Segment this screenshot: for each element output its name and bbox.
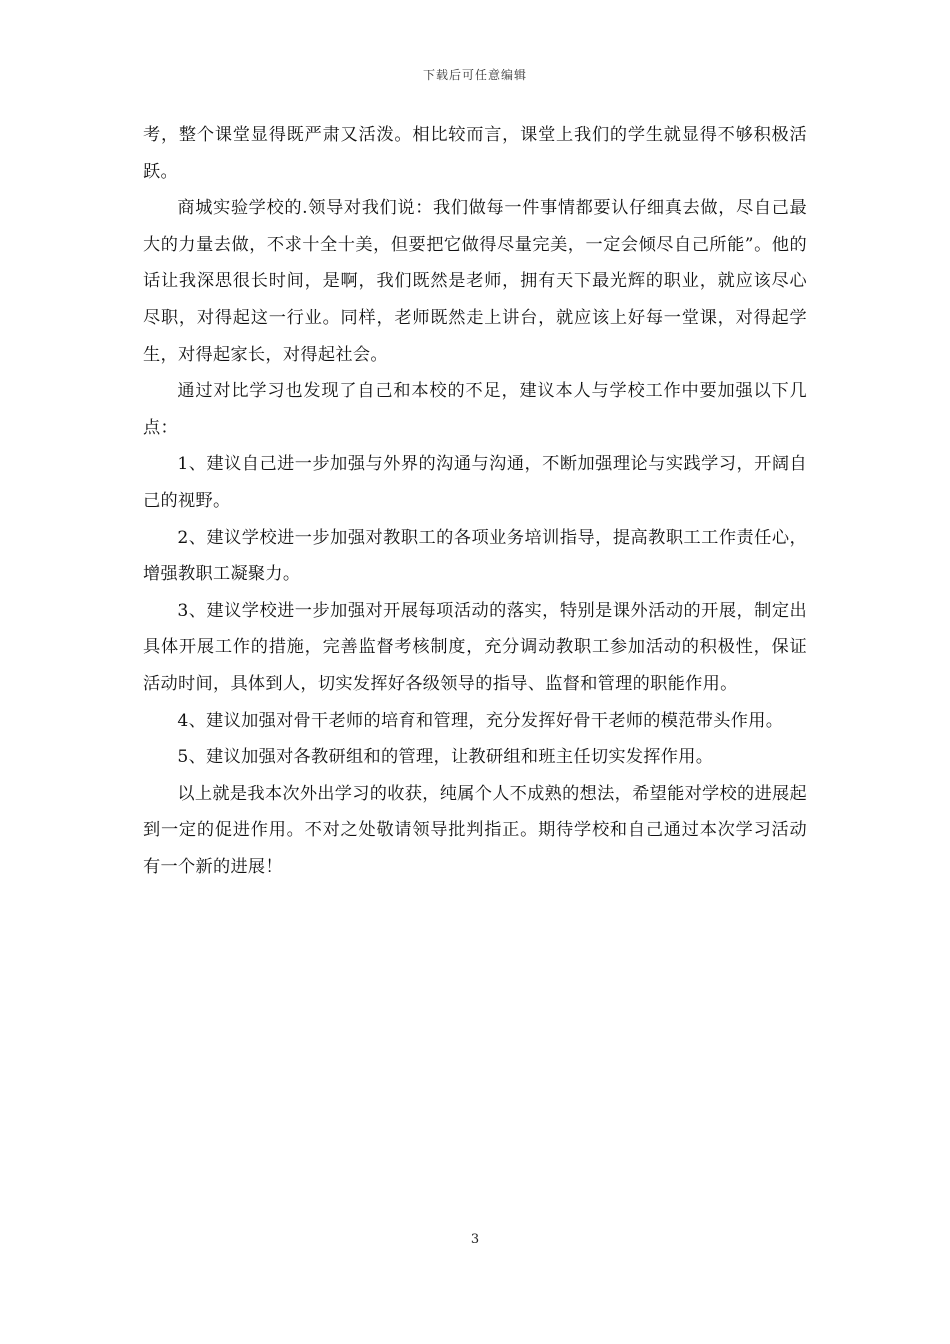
page-number: 3 (470, 1232, 480, 1247)
paragraph-8: 5、建议加强对各教研组和的管理，让教研组和班主任切实发挥作用。 (177, 747, 714, 768)
header-note: 下载后可任意编辑 (422, 68, 527, 82)
paragraph-9: 以上就是我本次外出学习的收获，纯属个人不成熟的想法，希望能对学校的进展起到一定的促进作用。不对之处敬请领导批判指正。期待学校和自己通过本次学习活动有一个新的进展！ (143, 783, 807, 877)
paragraph-4: 1、建议自己进一步加强与外界的沟通与沟通，不断加强理论与实践学习，开阔自己的视野。 (143, 454, 807, 511)
paragraph-6: 3、建议学校进一步加强对开展每项活动的落实，特别是课外活动的开展，制定出具体开展工作的措施，完善监督考核制度，充分调动教职工参加活动的积极性，保证活动时间，具体到人，切实发挥好各级领导的指导、监督和管理的职能作用。 (143, 600, 807, 694)
paragraph-1: 考，整个课堂显得既严肃又活泼。相比较而言，课堂上我们的学生就显得不够积极活跃。 (143, 125, 807, 182)
paragraph-3: 通过对比学习也发现了自己和本校的不足，建议本人与学校工作中要加强以下几点： (143, 381, 807, 438)
paragraph-2: 商城实验学校的.领导对我们说：我们做每一件事情都要认仔细真去做，尽自己最大的力量去做，不求十全十美，但要把它做得尽量完美，一定会倾尽自己所能”。他的话让我深思很长时间，是啊，我们既然是老师，拥有天下最光辉的职业，就应该尽心尽职，对得起这一行业。同样，老师既然走上讲台，就应该上好每一堂课，对得起学生，对得起家长，对得起社会。 (143, 198, 807, 365)
paragraph-5: 2、建议学校进一步加强对教职工的各项业务培训指导，提高教职工工作责任心，增强教职工凝聚力。 (143, 527, 807, 585)
body-text (143, 117, 807, 885)
paragraph-7: 4、建议加强对骨干老师的培育和管理，充分发挥好骨干老师的模范带头作用。 (177, 710, 784, 731)
